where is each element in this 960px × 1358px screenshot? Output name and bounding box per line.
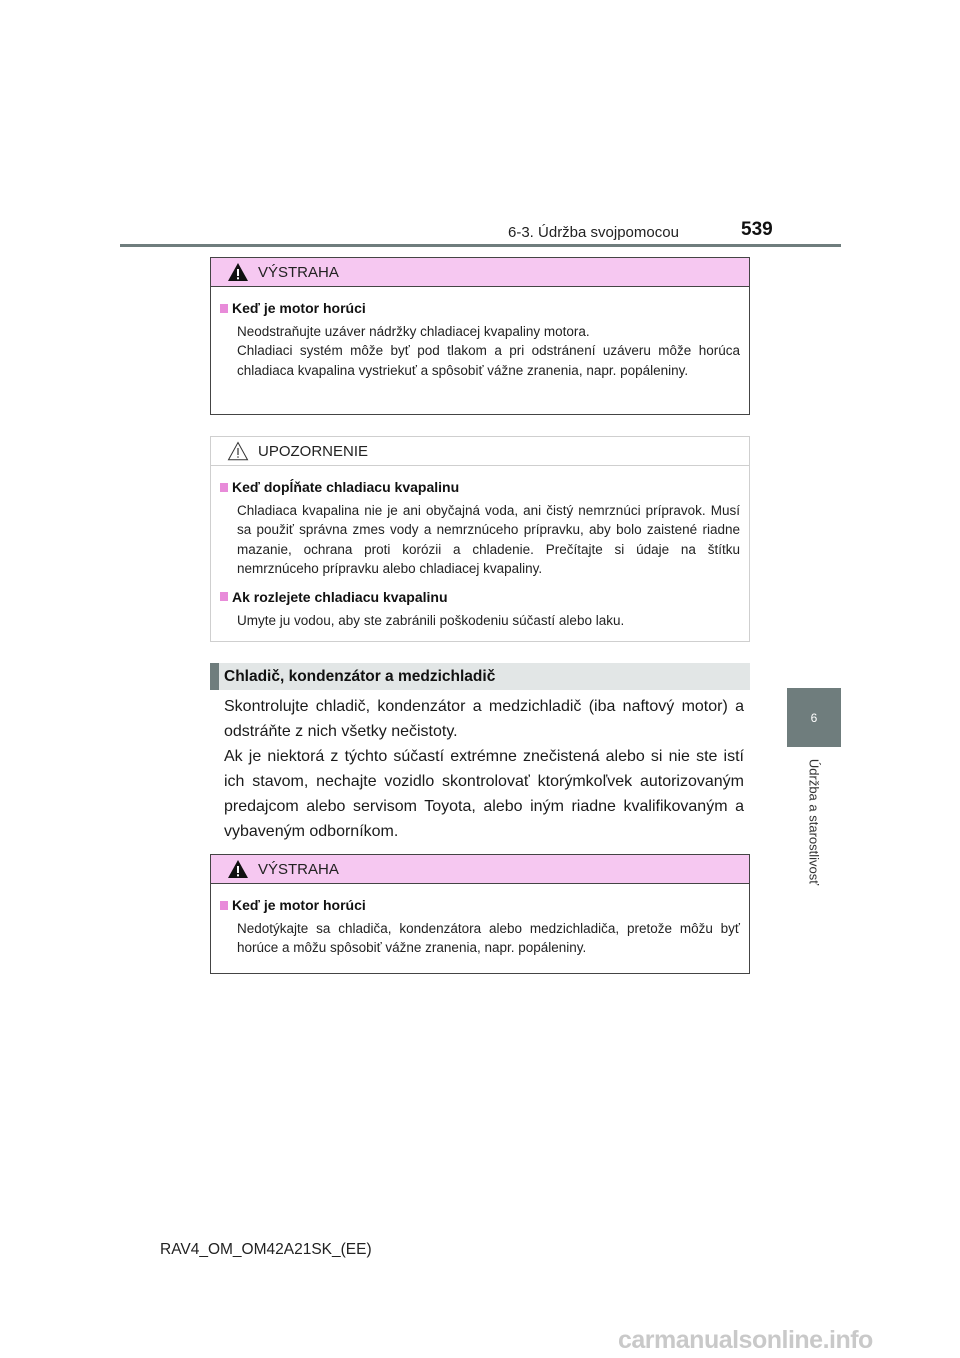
bullet-square-icon: [220, 483, 228, 492]
chapter-tab: [787, 688, 841, 747]
section-heading-text: Chladič, kondenzátor a medzichladič: [224, 667, 496, 685]
caution-item-title: Ak rozlejete chladiacu kvapalinu: [232, 588, 448, 605]
warning-item-title: Keď je motor horúci: [232, 897, 366, 913]
caution-item-title: Keď dopĺňate chladiacu kvapalinu: [232, 479, 460, 495]
section-paragraph-1: Skontrolujte chladič, kondenzátor a medzichladič (iba naftový motor) a odstráňte z nich všetky nečistoty.: [224, 698, 744, 740]
warning-box-label: VÝSTRAHA: [258, 860, 339, 878]
warning-box-header: [211, 258, 749, 287]
warning-item-text: Nedotýkajte sa chladiča, kondenzátora alebo medzichladiča, pretože môžu byť horúce a môžu spôsobiť vážne zranenia, napr. popáleniny.: [237, 921, 740, 956]
warning-box-label: VÝSTRAHA: [258, 263, 339, 281]
caution-box-label: UPOZORNENIE: [258, 442, 369, 460]
chapter-tab-number: 6: [810, 710, 818, 725]
caution-item-text: Umyte ju vodou, aby ste zabránili poškodeniu súčastí alebo laku.: [237, 612, 625, 628]
text-line: Chladiaci systém môže byť pod tlakom a pri odstránení uzáveru môže horúca chladiaca kvapalina vystriekuť a spôsobiť vážne zranenia, napr. popáleniny.: [237, 343, 740, 378]
bullet-square-icon: [220, 304, 228, 313]
header-section-title: 6-3. Údržba svojpomocou: [508, 224, 679, 241]
section-heading: [210, 663, 750, 690]
warning-item: [220, 897, 740, 958]
section-paragraph-2: Ak je niektorá z týchto súčastí extrémne znečistená alebo si nie ste istí ich stavom, nechajte vozidlo skontrolovať ktorýmkoľvek autorizovaným predajcom alebo servisom Toyota, alebo iným riadne kvalifikovaným a vybaveným odborníkom.: [224, 748, 744, 840]
warning-box-1: [210, 257, 750, 415]
warning-item-title: Keď je motor horúci: [232, 300, 366, 316]
caution-box: [210, 436, 750, 642]
warning-triangle-filled-icon: [227, 262, 249, 282]
watermark: carmanualsonline.info: [618, 1326, 873, 1354]
caution-item-text: Chladiaca kvapalina nie je ani obyčajná voda, ani čistý nemrznúci prípravok. Musí sa použiť správna zmes vody a nemrznúceho prípravku, aby bolo zaistené riadne mazanie, ochrana proti korózii a chladenie. Prečítajte si údaje na štítku nemrznúceho prípravku alebo chladiacej kvapaliny.: [237, 503, 740, 577]
bullet-square-icon: [220, 592, 228, 601]
text-line: Neodstraňujte uzáver nádržky chladiacej kvapaliny motora.: [237, 324, 590, 339]
warning-box-header: [211, 855, 749, 884]
section-body: [224, 694, 744, 844]
warning-box-2: [210, 854, 750, 974]
caution-item-1: [220, 479, 740, 579]
header-divider: [120, 244, 841, 247]
warning-item: [220, 300, 740, 380]
bullet-square-icon: [220, 901, 228, 910]
chapter-tab-label: Údržba a starostlivosť: [806, 758, 822, 886]
footer-code: RAV4_OM_OM42A21SK_(EE): [160, 1241, 372, 1258]
warning-triangle-filled-icon: [227, 859, 249, 879]
caution-item-2: [220, 589, 740, 630]
caution-box-header: [211, 437, 749, 466]
warning-item-text: [237, 322, 740, 380]
warning-triangle-outline-icon: [227, 441, 249, 461]
page-number: 539: [741, 219, 773, 240]
